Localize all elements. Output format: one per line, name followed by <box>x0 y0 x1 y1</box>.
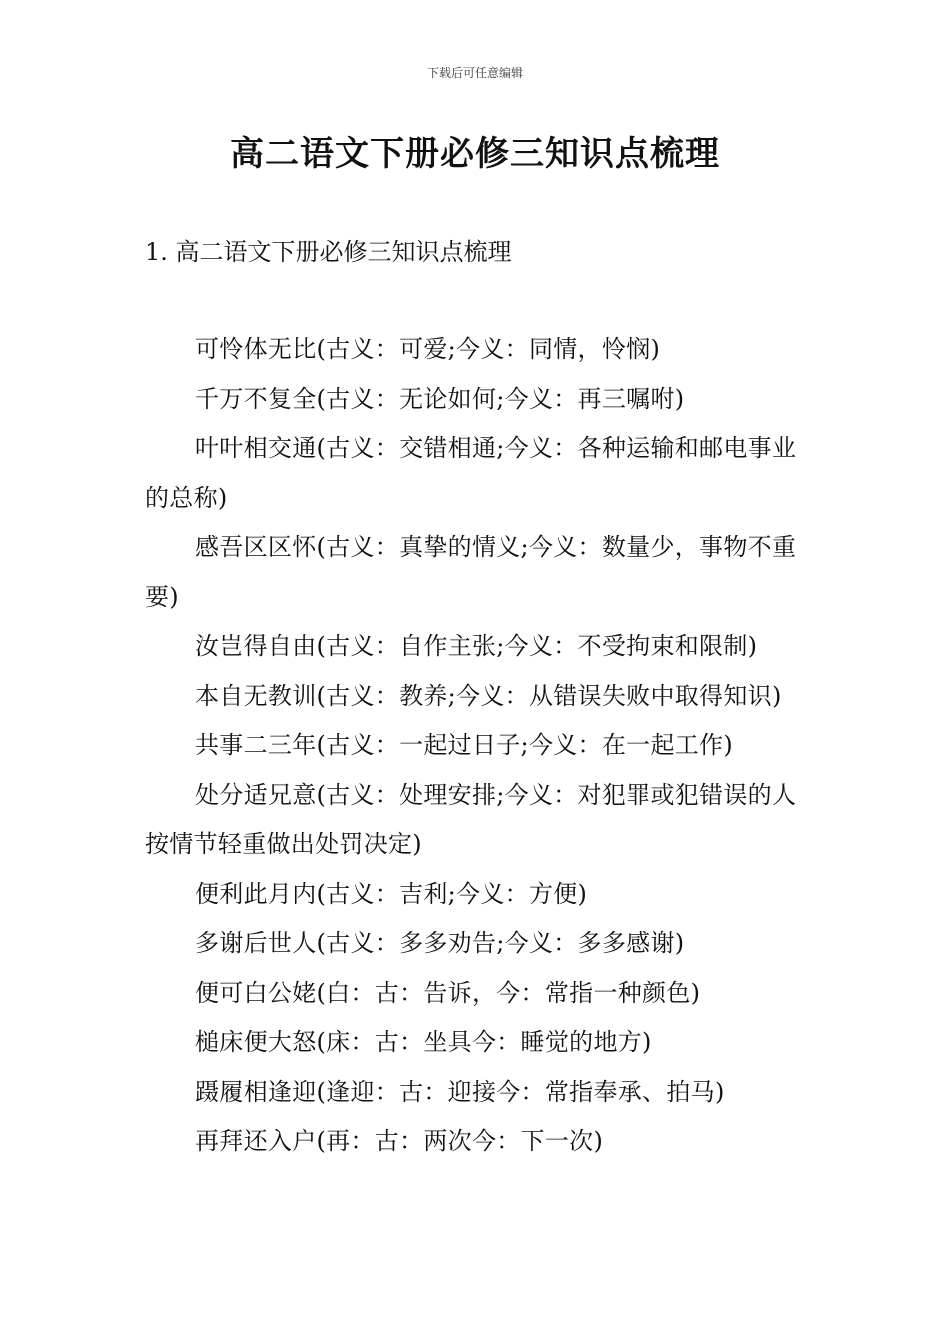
entry-item: 便利此月内(古义：吉利;今义：方便) <box>195 879 588 908</box>
entry-item: 千万不复全(古义：无论如何;今义：再三嘱咐) <box>195 384 685 413</box>
entry-item: 槌床便大怒(床：古：坐具今：睡觉的地方) <box>195 1028 652 1056</box>
entry-item: 蹑履相逢迎(逢迎：古：迎接今：常指奉承、拍马) <box>195 1077 725 1106</box>
section-heading: 1. 高二语文下册必修三知识点梳理 <box>145 238 512 266</box>
entry-item: 感吾区区怀(古义：真挚的情义;今义：数量少，事物不重要) <box>145 533 797 611</box>
entry-item: 便可白公姥(白：古：告诉，今：常指一种颜色) <box>195 978 701 1007</box>
entry-item: 处分适兄意(古义：处理安排;今义：对犯罪或犯错误的人按情节轻重做出处罚决定) <box>145 780 797 858</box>
entry-list <box>145 325 810 1167</box>
entry-item: 本自无教训(古义：教养;今义：从错误失败中取得知识) <box>195 681 782 710</box>
document-title: 高二语文下册必修三知识点梳理 <box>230 134 720 174</box>
entry-item: 再拜还入户(再：古：两次今：下一次) <box>195 1127 604 1155</box>
entry-item: 汝岂得自由(古义：自作主张;今义：不受拘束和限制) <box>195 632 758 660</box>
entry-item: 共事二三年(古义：一起过日子;今义：在一起工作) <box>195 731 734 759</box>
entry-item: 叶叶相交通(古义：交错相通;今义：各种运输和邮电事业的总称) <box>145 434 797 512</box>
entry-item: 可怜体无比(古义：可爱;今义：同情，怜悯) <box>195 335 661 363</box>
entry-item: 多谢后世人(古义：多多劝告;今义：多多感谢) <box>195 929 685 957</box>
header-note: 下载后可任意编辑 <box>426 66 523 80</box>
